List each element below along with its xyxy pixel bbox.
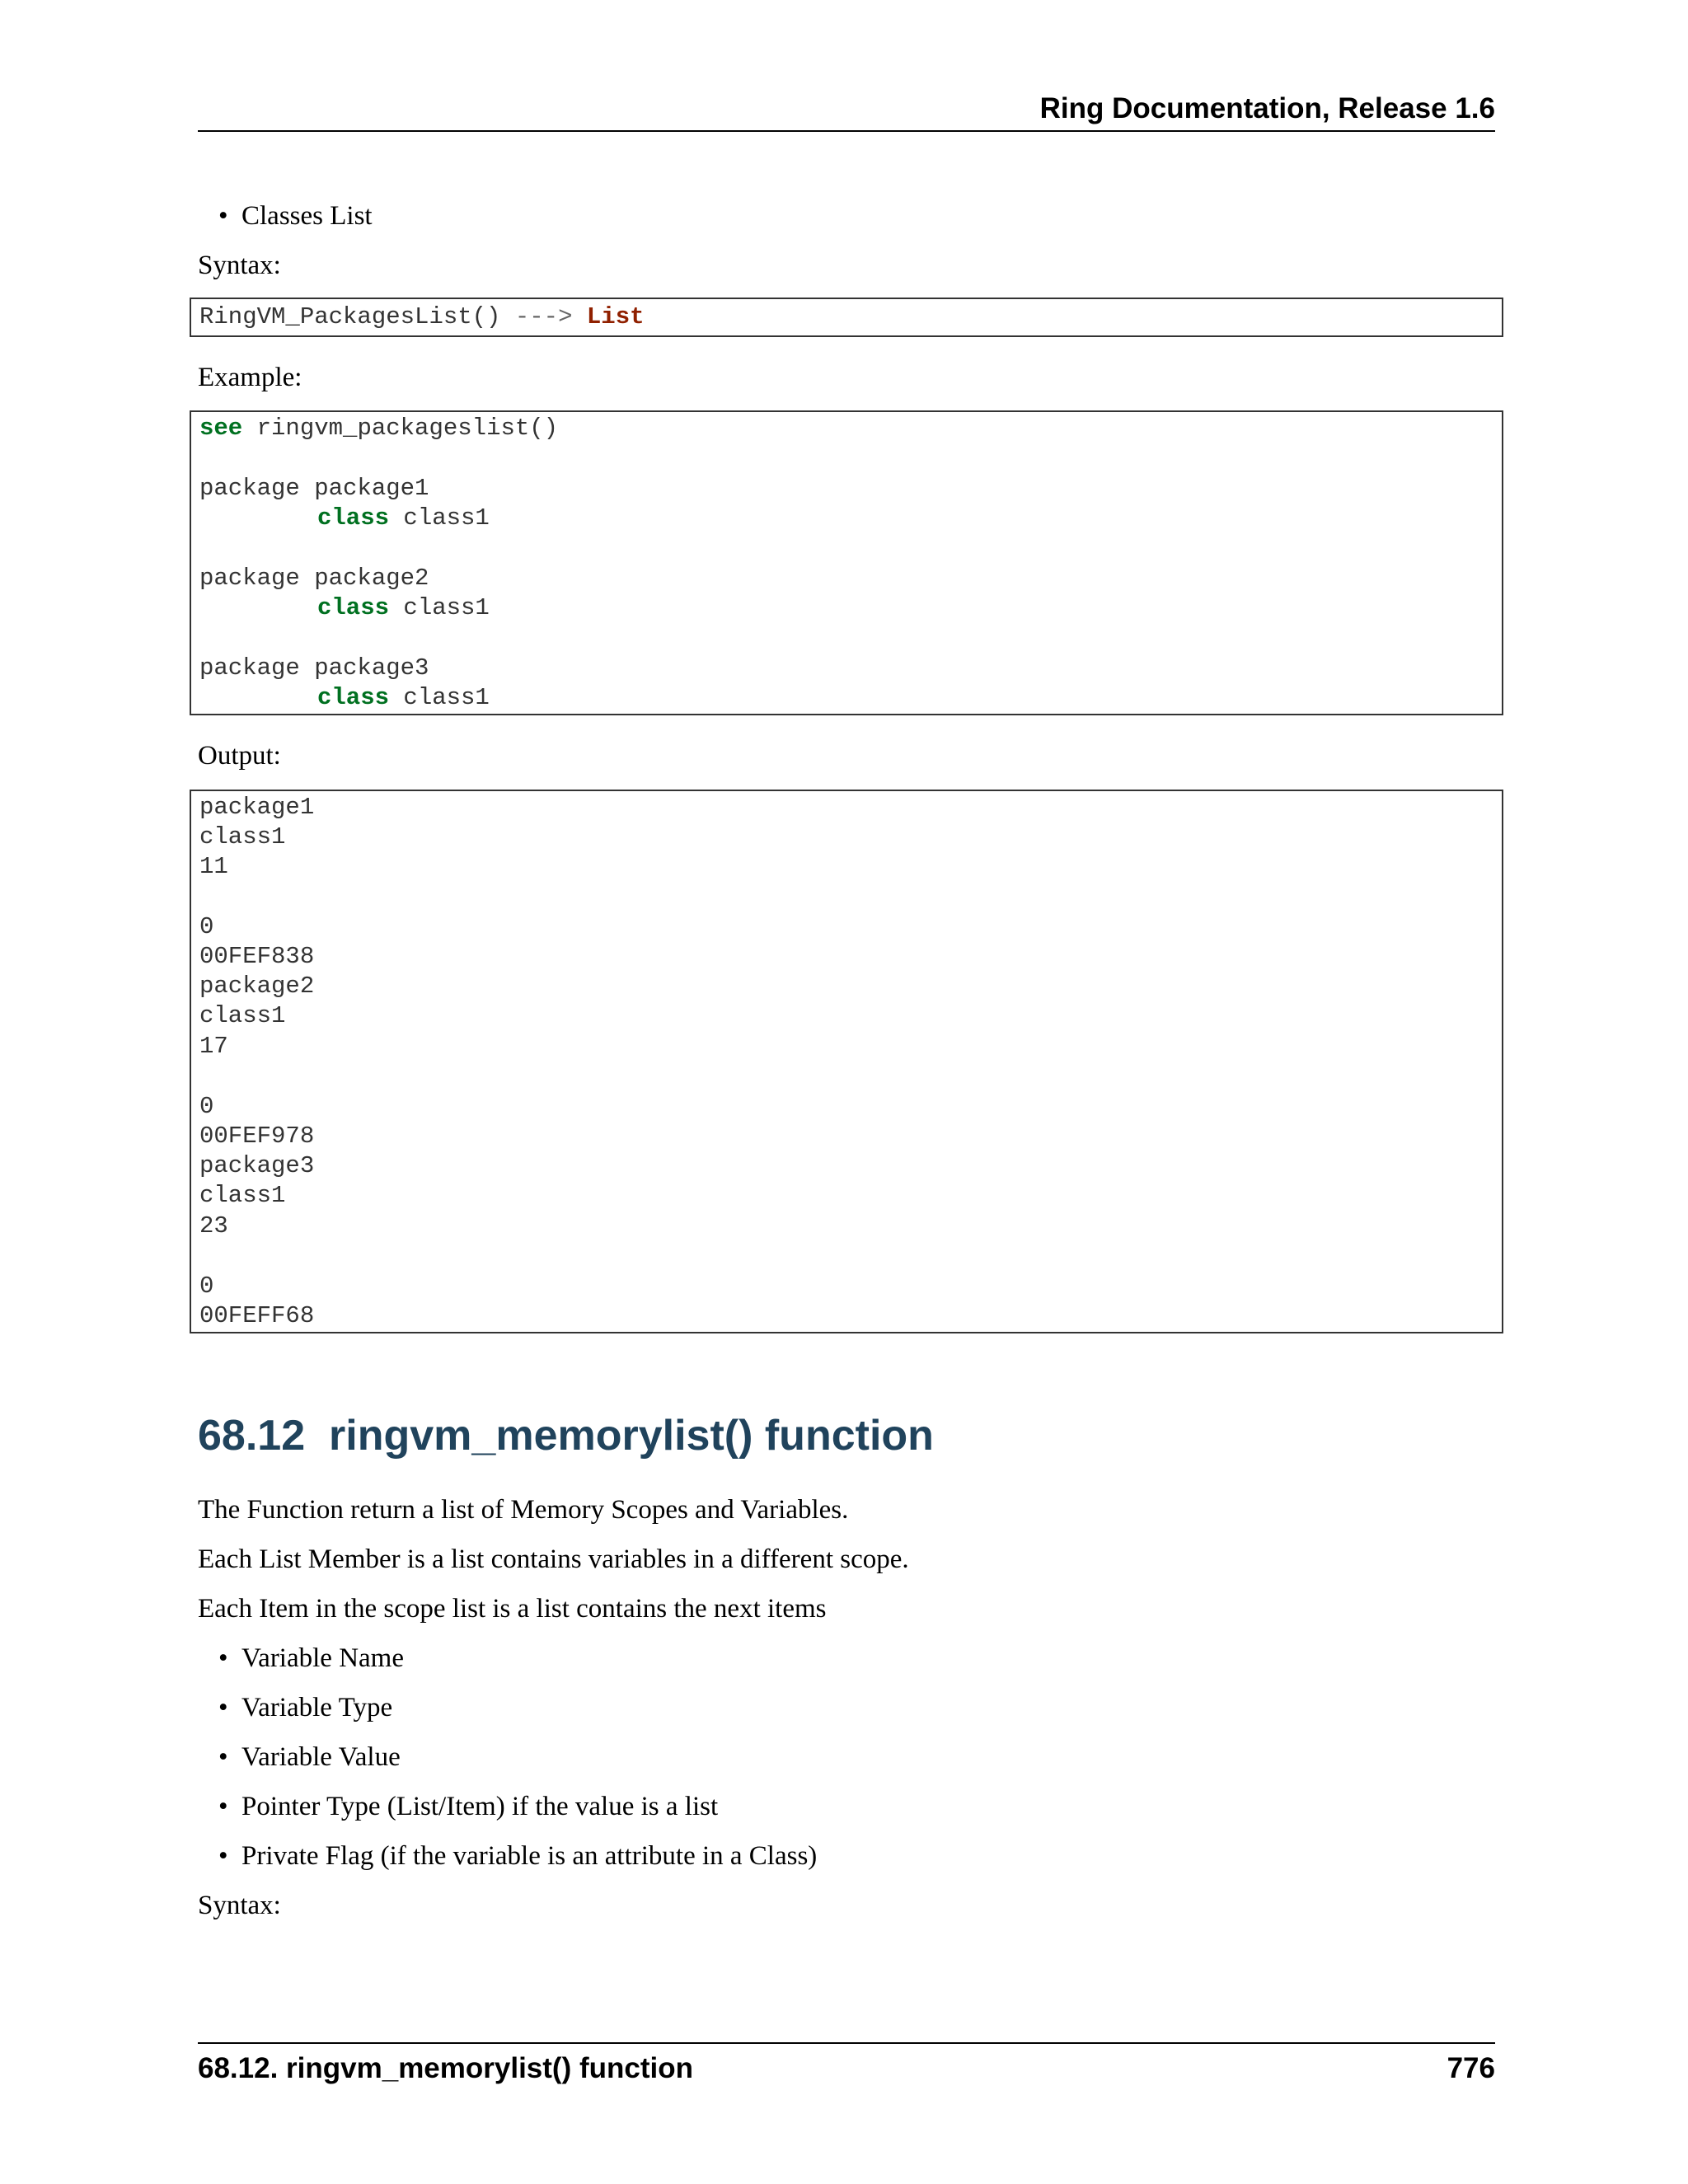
list-item [218, 1840, 818, 1872]
bullet-icon: • [218, 1693, 228, 1722]
list-item-text: Pointer Type (List/Item) if the value is a list [241, 1792, 719, 1821]
syntax-label: Syntax: [198, 251, 281, 280]
output-line: package3 [199, 1152, 315, 1179]
code-line [199, 414, 558, 443]
code-keyword: class [317, 594, 390, 621]
running-header [198, 92, 1495, 132]
output-line: 0 [199, 1272, 214, 1300]
list-item [218, 1790, 719, 1823]
code-arrow: ---> [514, 303, 573, 330]
syntax-code-block [190, 298, 1503, 337]
list-item [218, 1642, 404, 1675]
bullet-icon: • [218, 201, 228, 231]
output-line: 17 [199, 1033, 228, 1060]
header-title: Ring Documentation, Release 1.6 [1039, 92, 1495, 124]
footer-section-title: 68.12. ringvm_memorylist() function [198, 2052, 693, 2084]
code-line [317, 683, 490, 713]
bullet-icon: • [218, 1643, 228, 1673]
section-number: 68.12 [198, 1412, 306, 1460]
output-line: package1 [199, 794, 315, 821]
code-line: package package3 [199, 654, 429, 682]
list-item [218, 1741, 401, 1774]
code-keyword: class [317, 504, 390, 532]
code-keyword: see [199, 415, 243, 442]
output-line: 00FEFF68 [199, 1302, 315, 1329]
list-item-text: Variable Name [241, 1643, 404, 1673]
code-text: ringvm_packageslist() [242, 415, 559, 442]
paragraph: Each Item in the scope list is a list contains the next items [198, 1594, 827, 1624]
code-line [199, 302, 645, 332]
output-line: 0 [199, 1093, 214, 1120]
output-code-block [190, 790, 1503, 1333]
syntax-label: Syntax: [198, 1891, 281, 1920]
section-title: ringvm_memorylist() function [329, 1412, 934, 1460]
page-number: 776 [1447, 2052, 1495, 2084]
paragraph: Each List Member is a list contains variables in a different scope. [198, 1544, 909, 1574]
code-line: package package2 [199, 565, 429, 592]
bullet-icon: • [218, 1792, 228, 1821]
code-line: package package1 [199, 475, 429, 502]
code-return-type: List [586, 303, 645, 330]
output-line: 23 [199, 1212, 228, 1240]
paragraph: The Function return a list of Memory Scopes and Variables. [198, 1495, 849, 1525]
list-item [218, 1691, 393, 1724]
list-item [218, 199, 373, 232]
code-function: RingVM_PackagesList() [199, 303, 501, 330]
output-line: class1 [199, 823, 286, 851]
output-label: Output: [198, 741, 281, 771]
output-line: 11 [199, 853, 228, 880]
output-line: 00FEF978 [199, 1122, 315, 1150]
output-line: 00FEF838 [199, 943, 315, 970]
list-item-text: Variable Value [241, 1742, 401, 1772]
running-footer [198, 2042, 1495, 2085]
list-item-text: Variable Type [241, 1693, 393, 1722]
output-line: package2 [199, 972, 315, 1000]
bullet-icon: • [218, 1841, 228, 1871]
list-item-text: Classes List [241, 201, 373, 231]
code-text: class1 [389, 594, 490, 621]
example-label: Example: [198, 363, 302, 392]
section-heading [198, 1411, 934, 1460]
list-item-text: Private Flag (if the variable is an attribute in a Class) [241, 1841, 818, 1871]
output-line: class1 [199, 1182, 286, 1209]
example-code-block [190, 410, 1503, 715]
output-line: 0 [199, 913, 214, 940]
code-text: class1 [389, 504, 490, 532]
code-line [317, 593, 490, 623]
code-keyword: class [317, 684, 390, 711]
code-line [317, 504, 490, 533]
bullet-icon: • [218, 1742, 228, 1772]
code-text: class1 [389, 684, 490, 711]
output-line: class1 [199, 1002, 286, 1029]
